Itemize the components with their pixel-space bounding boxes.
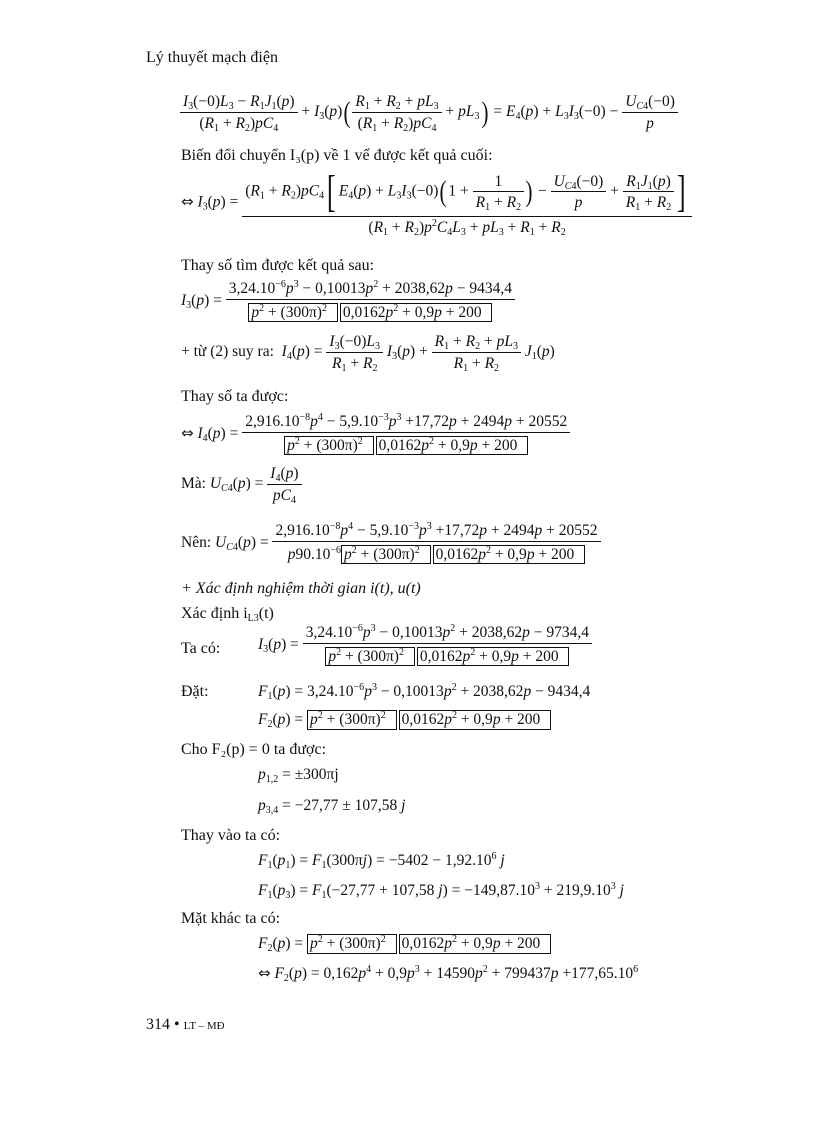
equation-2: ⇔ $I_3(p)$ = $(R_1 + R_2)pC_4$[ $E_4(p) + L_3I_3(-0)(1$ + $\frac{1}{R_1 + R_2}$ ) − $\frac{U_{C4}(-0)}{p}$ + $\frac{R_1J_1(p)}{R_1 + R_2}$ ] $(R_1 + R_2)p^2C_4L_3 + pL_3 + R_1 + R_2$ [181, 170, 692, 236]
equation-f2-again: $F_2(p) = p^2 + (300\pi)^2$ $0,0162p^2 + 0,9p + 200$ [258, 934, 551, 954]
equation-f1p3: $F_1(p_3) = F_1(-27,77 + 107,58$ $j) = -149,87.10^3 + 219,9.10^3$ j [258, 881, 624, 901]
equation-f1: $F_1(p) = 3,24.10^{-6}p^3 - 0,10013p^2 + 2038,62p - 9434,4$ [258, 682, 591, 702]
text-thay-vao: Thay vào ta có: [181, 827, 281, 844]
text-line-8: Xác định $i_{L3}(t)$ [181, 605, 274, 624]
text-line-2: Thay số tìm được kết quả sau: [181, 257, 375, 274]
text-ta-co: Ta có: [181, 640, 221, 657]
equation-1: $\frac{I_3(-0)L_3 - R_1J_1(p)}{(R_1 + R_2)pC_4}$ + $I_3(p)$( $\frac{R_1 + R_2 + pL_3}{(R_1 + R_2)pC_4}$ + $pL_3) = E_4(p) + L_3I_3(-0)$ − $\frac{U_{C4}(-0)}{p}$ [180, 94, 678, 131]
equation-8: $I_3(p)$ = $\frac{3,24.10^{-6}p^3 - 0,10013p^2 + 2038,62p - 9734,4}{p^2 + (300\pi)^2 0,0162p^2 + 0,9p + 200}$ [258, 625, 592, 666]
text-dat: Đặt: [181, 683, 209, 700]
equation-3: $I_3(p)$ = $\frac{3,24.10^{-6}p^3 - 0,10013p^2 + 2038,62p - 9434,4}{p^2 + (300\pi)^2 0,0162p^2 + 0,9p + 200}$ [181, 281, 515, 322]
equation-f2: $F_2(p) = p^2 + (300\pi)^2$ $0,0162p^2 + 0,9p + 200$ [258, 710, 551, 730]
equation-p12: $p_{1,2} = \pm 300\pi j$ [258, 766, 339, 785]
footer-bullet: • [174, 1016, 180, 1033]
text-line-4: Thay số ta được: [181, 388, 289, 405]
text-line-1: Biến đổi chuyển I₃(p) về 1 vế được kết quả cuối: [181, 147, 493, 164]
page-number: 314 [146, 1016, 170, 1033]
equation-6: Mà: $U_{C4}(p)$ = $\frac{I_4(p)}{pC_4}$ [181, 466, 302, 503]
running-header: Lý thuyết mạch điện [146, 49, 278, 66]
equation-4: + từ (2) suy ra: $I_4(p)$ = $\frac{I_3(-0)L_3}{R_1 + R_2}$ $I_3(p)$ + $\frac{R_1 + R_2 + pL_3}{R_1 + R_2}$ $J_1(p)$ [181, 333, 555, 374]
equation-7: Nên: $U_{C4}(p)$ = $\frac{2,916.10^{-8}p^4 - 5,9.10^{-3}p^3 +17,72p + 2494p + 20552}{p90.10^{-6} p^2 + (300\pi)^2 0,0162p^2 + 0,9p + 200}$ [181, 523, 601, 564]
section-title: + Xác định nghiệm thời gian i(t), u(t) [181, 580, 421, 597]
text-cho-f2: Cho F₂(p) = 0 ta được: [181, 741, 327, 758]
equation-f2-expanded: ⇔ $F_2(p) = 0,162p^4 + 0,9p^3 + 14590p^2 + 799437p +177,65.10^6$ [258, 964, 639, 984]
equation-5: ⇔ $I_4(p)$ = $\frac{2,916.10^{-8}p^4 - 5,9.10^{-3}p^3 +17,72p + 2494p + 20552}{p^2 + (300\pi)^2 0,0162p^2 + 0,9p + 200}$ [181, 414, 570, 455]
equation-f1p1: $F_1(p_1) = F_1(300\pi j) = -5402 - 1,92.10^6$ j [258, 851, 505, 871]
equation-p34: $p_{3,4} = -27,77 \pm 107,58$ j [258, 797, 406, 816]
page-footer [146, 1017, 225, 1033]
footer-label: LT – MĐ [183, 1020, 225, 1032]
text-mat-khac: Mặt khác ta có: [181, 910, 281, 927]
